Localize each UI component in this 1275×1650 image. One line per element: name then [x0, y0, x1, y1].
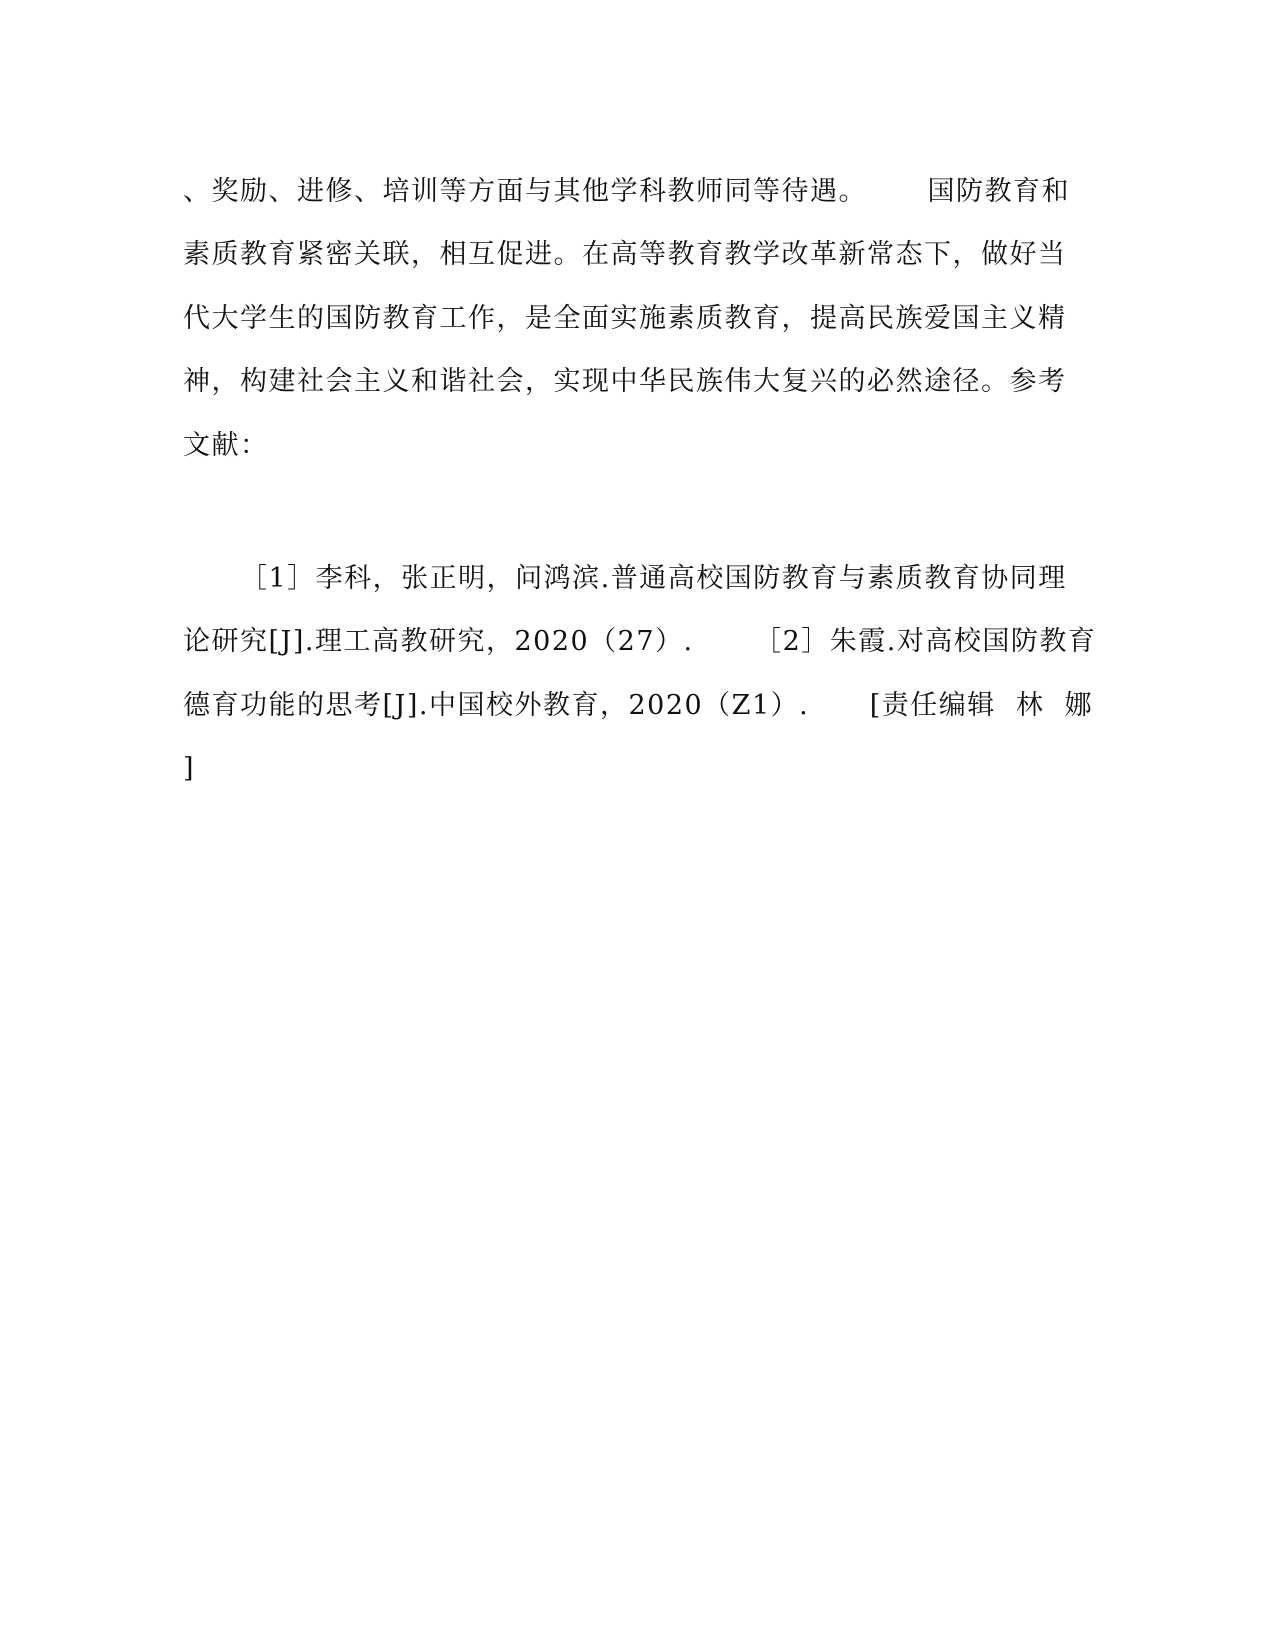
body-text-line: 、奖励、进修、培训等方面与其他学科教师同等待遇。 国防教育和 — [183, 176, 1070, 207]
body-text-line: 神，构建社会主义和谐社会，实现中华民族伟大复兴的必然途径。参考 — [183, 366, 1067, 397]
body-text-line: 代大学生的国防教育工作，是全面实施素质教育，提高民族爱国主义精 — [183, 303, 1067, 334]
body-text-line: 素质教育紧密关联，相互促进。在高等教育教学改革新常态下，做好当 — [183, 239, 1067, 270]
reference-line: 德育功能的思考[J].中国校外教育，2020（Z1）. [责任编辑 林 娜 — [183, 690, 1094, 721]
reference-line: ] — [183, 753, 196, 784]
references-heading: 文献： — [183, 430, 269, 461]
reference-line: 论研究[J].理工高教研究，2020（27）. ［2］朱霞.对高校国防教育 — [183, 626, 1097, 657]
reference-line: ［1］李科，张正明，问鸿滨.普通高校国防教育与素质教育协同理 — [240, 563, 1067, 594]
